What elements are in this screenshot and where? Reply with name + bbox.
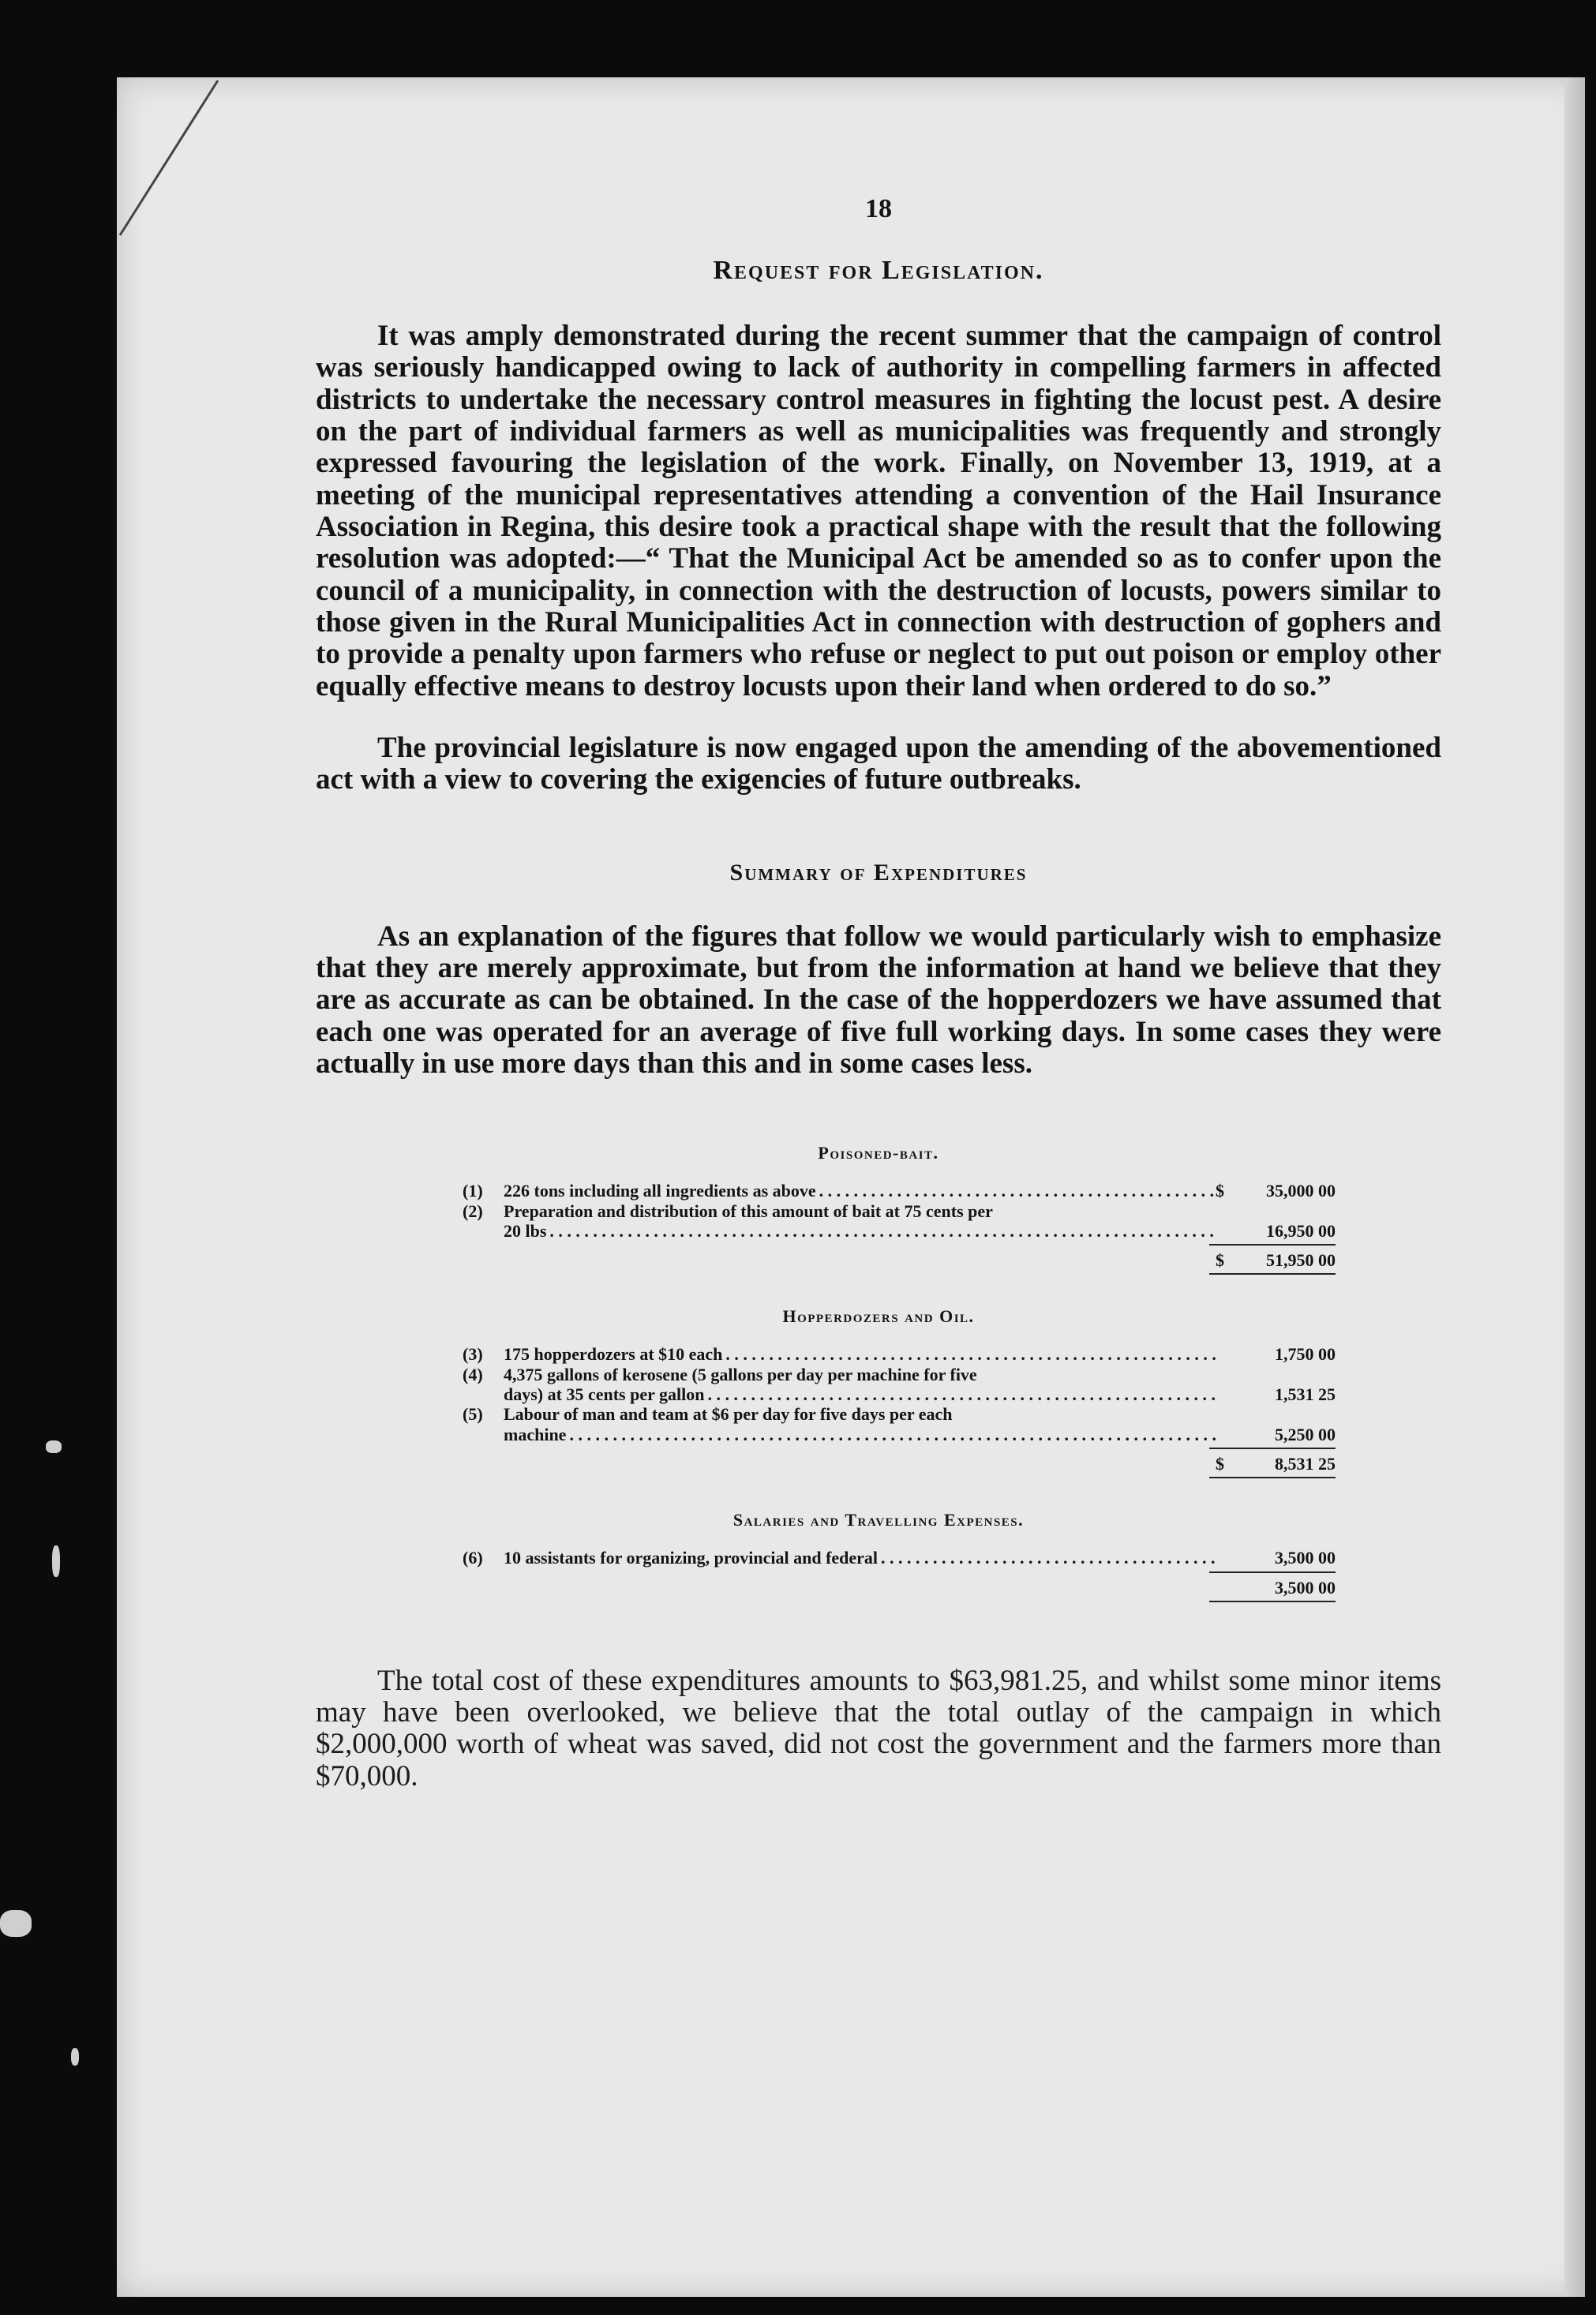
expense-row [463, 1181, 1336, 1201]
expense-row [463, 1548, 1336, 1568]
item-number: (1) [463, 1181, 483, 1201]
conclusion-paragraph: The total cost of these expenditures amounts to $63,981.25, and whilst some minor items may have been overlooked, we believe that the total outlay of the campaign in which $2,000,000 worth of wheat was saved, did not cost the government and the farmers more than $70,000. [316, 1664, 1441, 1792]
scan-speck [52, 1545, 60, 1577]
poisoned-bait-table [463, 1181, 1336, 1275]
subtotal-rule [1209, 1448, 1336, 1449]
item-description: 4,375 gallons of kerosene (5 gallons per day per machine for five [504, 1364, 977, 1384]
item-amount: 1,531 25 [1275, 1384, 1336, 1405]
item-description: 10 assistants for organizing, provincial and federal . . . [504, 1548, 1216, 1568]
total-row [463, 1454, 1336, 1474]
scan-speck [0, 1910, 32, 1937]
item-number: (2) [463, 1201, 483, 1221]
summary-paragraph: As an explanation of the figures that follow we would particularly wish to emphasize that they are merely approximate, but from the information at hand we believe that they are as accurate as can be obtained. In the case of the hopperdozers we have assumed that each one was operated for an average of five full working days. In some cases they were actually in use more days than this and in some cases less. [316, 920, 1441, 1080]
item-description: 226 tons including all ingredients as above . . . [504, 1181, 1216, 1201]
item-number: (5) [463, 1404, 483, 1425]
item-amount: 35,000 00 [1266, 1181, 1336, 1201]
item-amount: 1,750 00 [1275, 1344, 1336, 1365]
item-amount: 3,500 00 [1275, 1548, 1336, 1568]
hopperdozers-table [463, 1344, 1336, 1478]
expense-row [463, 1404, 1336, 1424]
expense-row [463, 1201, 1336, 1221]
expense-row [463, 1365, 1336, 1384]
salaries-table [463, 1548, 1336, 1602]
item-description-continued: days) at 35 cents per gallon . . . [504, 1384, 1216, 1404]
dollar-sign: $ [1216, 1181, 1224, 1201]
dollar-sign: $ [1216, 1250, 1224, 1271]
poisoned-bait-heading: Poisoned-bait. [818, 1143, 939, 1163]
page-content [316, 194, 1441, 1792]
scan-speck [71, 2048, 79, 2066]
item-description-continued: 20 lbs . . . [504, 1221, 1216, 1241]
page-edge-shadow [1564, 77, 1585, 2297]
subtotal-rule [1209, 1244, 1336, 1246]
expense-row-continued [463, 1221, 1336, 1241]
item-description: Labour of man and team at $6 per day for five days per each [504, 1404, 953, 1425]
item-description: Preparation and distribution of this amount of bait at 75 cents per [504, 1201, 993, 1221]
summary-heading: Summary of Expenditures [729, 859, 1028, 886]
legislation-paragraph-2: The provincial legislature is now engaged upon the amending of the abovementioned act with a view to covering the exigencies of future outbreaks. [316, 731, 1441, 796]
hopperdozers-heading: Hopperdozers and Oil. [782, 1306, 975, 1327]
item-number: (4) [463, 1364, 483, 1384]
item-amount: 5,250 00 [1275, 1424, 1336, 1444]
total-amount: 8,531 25 [1275, 1453, 1336, 1474]
document-page [117, 77, 1585, 2297]
dollar-sign: $ [1216, 1453, 1224, 1474]
total-amount: 51,950 00 [1266, 1250, 1336, 1271]
item-amount: 16,950 00 [1266, 1220, 1336, 1241]
total-row [463, 1578, 1336, 1598]
scan-speck [46, 1440, 62, 1453]
total-row [463, 1250, 1336, 1270]
item-description-continued: machine . . . [504, 1425, 1216, 1444]
expense-row-continued [463, 1384, 1336, 1404]
expense-row [463, 1344, 1336, 1364]
subtotal-rule [1209, 1571, 1336, 1573]
salaries-heading: Salaries and Travelling Expenses. [732, 1510, 1025, 1530]
item-number: (6) [463, 1548, 483, 1568]
legislation-paragraph-1: It was amply demonstrated during the recent summer that the campaign of control was seriously handicapped owing to lack of authority in compelling farmers in affected districts to undertake the necessary control measures in fighting the locust pest. A desire on the part of individual farmers as well as municipalities was frequently and strongly expressed favouring the legislation of the work. Finally, on November 13, 1919, at a meeting of the municipal representatives attending a convention of the Hail Insurance Association in Regina, this desire took a practical shape with the result that the following resolution was adopted:—“ That the Municipal Act be amended so as to confer upon the council of a municipality, in connection with the destruction of locusts, powers similar to those given in the Rural Municipalities Act in connection with destruction of gophers and to provide a penalty upon farmers who refuse or neglect to put out poison or employ other equally effective means to destroy locusts upon their land when ordered to do so.” [316, 320, 1441, 702]
legislation-heading: Request for Legislation. [713, 256, 1044, 285]
total-amount: 3,500 00 [1275, 1577, 1336, 1598]
expense-row-continued [463, 1425, 1336, 1444]
page-number: 18 [865, 194, 892, 223]
scan-corner-mark [117, 77, 227, 251]
item-description: 175 hopperdozers at $10 each . . . [504, 1344, 1216, 1364]
item-number: (3) [463, 1344, 483, 1365]
